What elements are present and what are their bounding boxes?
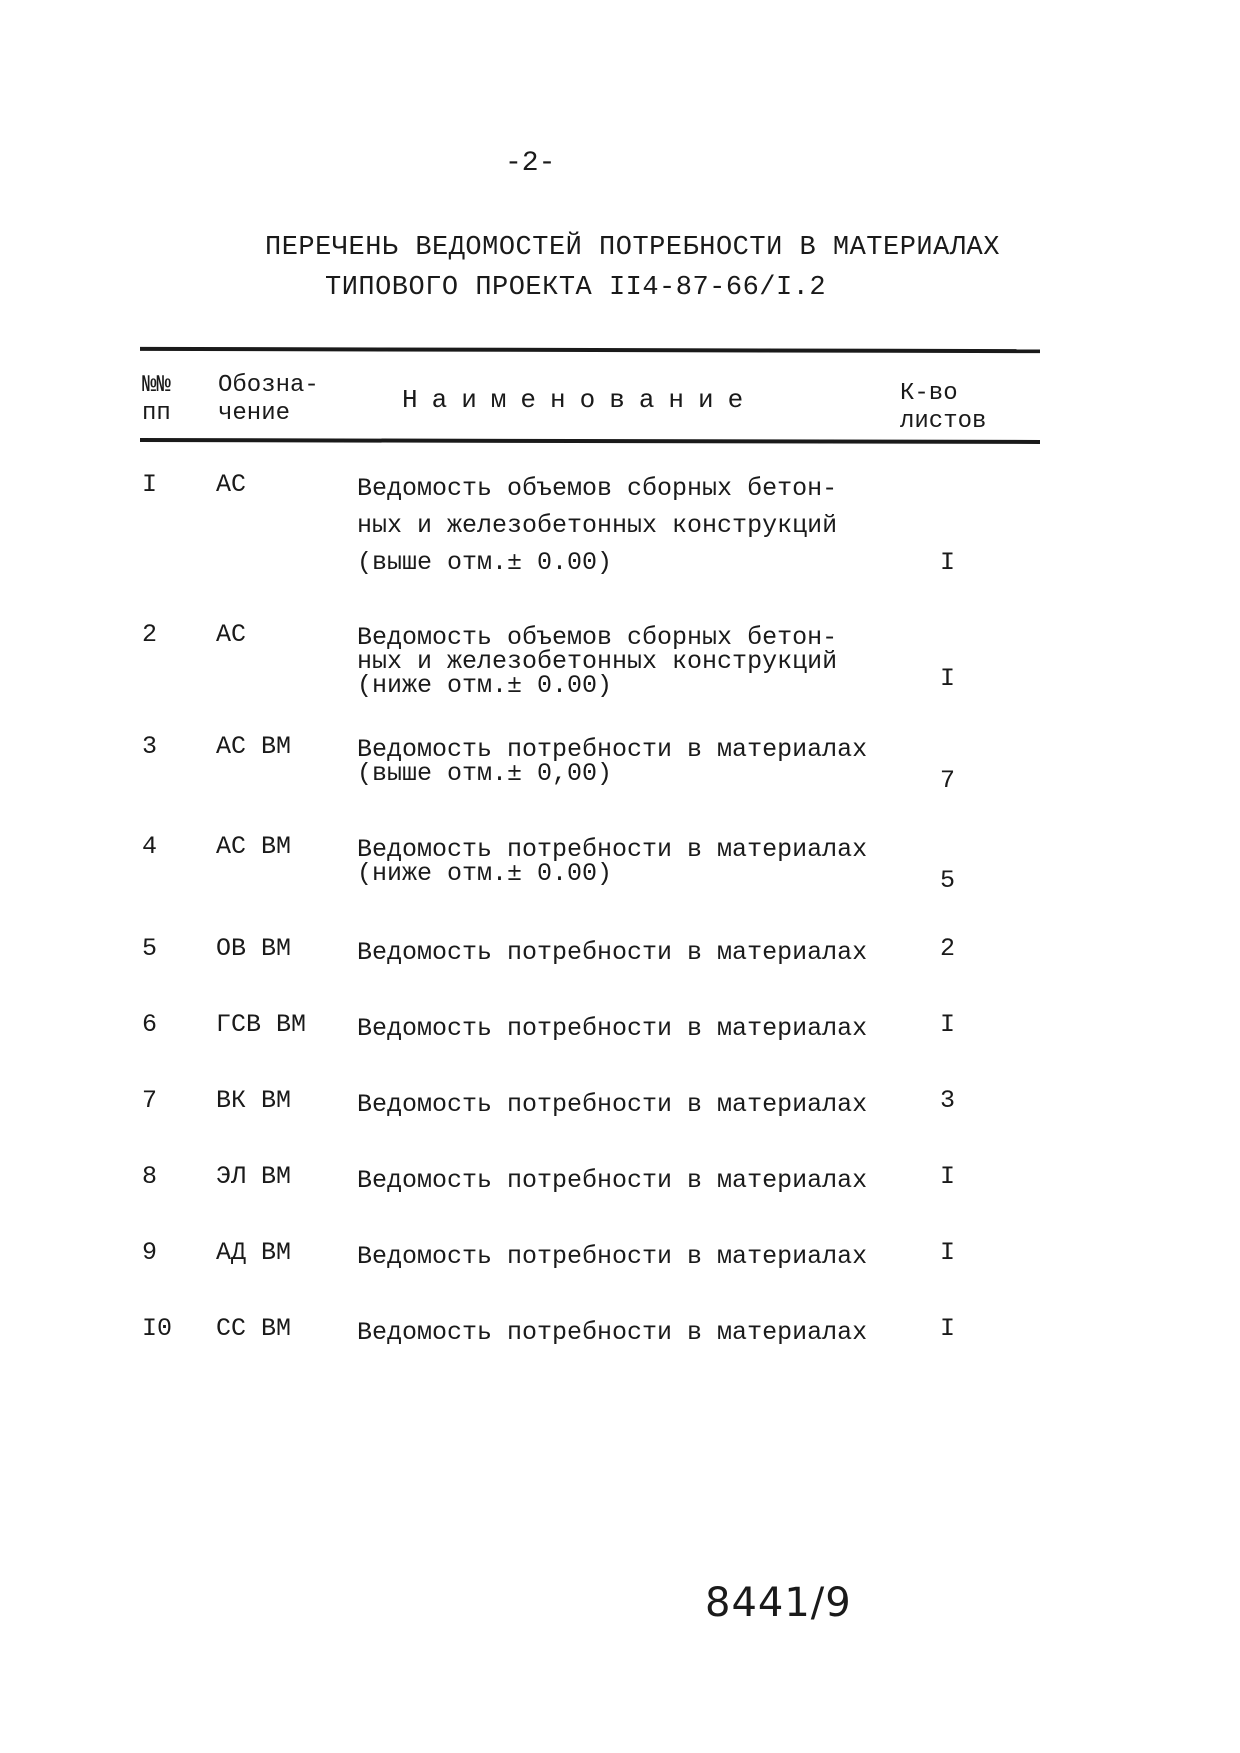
row-code: ЭЛ ВМ [216, 1162, 292, 1191]
title-line-1: ПЕРЕЧЕНЬ ВЕДОМОСТЕЙ ПОТРЕБНОСТИ В МАТЕРИАЛАХ [265, 233, 1000, 263]
page-number: -2- [505, 148, 556, 179]
row-name: Ведомость объемов сборных бетон- ных и железобетонных конструкций (выше отм.± 0.00) [357, 474, 838, 577]
row-code: АС [216, 620, 247, 649]
row-code: АС ВМ [216, 832, 292, 861]
row-num: 8 [142, 1162, 158, 1191]
row-code: АС [216, 470, 247, 499]
row-code: АС ВМ [216, 732, 292, 761]
row-qty: I [940, 1010, 956, 1039]
row-qty: I [940, 1314, 956, 1343]
row-qty: 5 [940, 866, 956, 895]
row-num: 6 [142, 1010, 158, 1039]
row-name: Ведомость потребности в материалах (выше отм.± 0,00) [357, 735, 868, 788]
row-qty: I [940, 664, 956, 693]
row-code: ГСВ ВМ [216, 1010, 307, 1039]
row-num: 4 [142, 832, 158, 861]
header-code: Обозна- чение [218, 372, 319, 427]
row-qty: 7 [940, 766, 956, 795]
table-header-rule [140, 438, 1040, 444]
row-name: Ведомость потребности в материалах [357, 1014, 868, 1043]
row-num: 7 [142, 1086, 158, 1115]
row-qty: I [940, 548, 956, 577]
document-title [265, 228, 1000, 308]
row-code: ОВ ВМ [216, 934, 292, 963]
row-code: ВК ВМ [216, 1086, 292, 1115]
row-num: 2 [142, 620, 158, 649]
table-top-rule [140, 347, 1040, 353]
row-num: 9 [142, 1238, 158, 1267]
row-num: I0 [142, 1314, 173, 1343]
header-qty: К-во листов [900, 380, 987, 435]
row-name: Ведомость потребности в материалах [357, 1242, 868, 1271]
row-qty: I [940, 1238, 956, 1267]
row-num: 5 [142, 934, 158, 963]
row-qty: 3 [940, 1086, 956, 1115]
row-code: АД ВМ [216, 1238, 292, 1267]
row-name: Ведомость объемов сборных бетон- ных и железобетонных конструкций (ниже отм.± 0.00) [357, 623, 838, 700]
row-qty: 2 [940, 934, 956, 963]
row-name: Ведомость потребности в материалах [357, 938, 868, 967]
row-num: 3 [142, 732, 158, 761]
title-line-2: ТИПОВОГО ПРОЕКТА II4-87-66/I.2 [325, 273, 827, 303]
row-name: Ведомость потребности в материалах (ниже отм.± 0.00) [357, 835, 868, 888]
row-code: СС ВМ [216, 1314, 292, 1343]
header-name: Наименование [402, 385, 758, 415]
row-name: Ведомость потребности в материалах [357, 1090, 868, 1119]
row-name: Ведомость потребности в материалах [357, 1166, 868, 1195]
handwritten-archive-number: 8441/9 [705, 1580, 852, 1626]
header-num: №№ пп [142, 372, 171, 427]
row-qty: I [940, 1162, 956, 1191]
row-num: I [142, 470, 158, 499]
row-name: Ведомость потребности в материалах [357, 1318, 868, 1347]
